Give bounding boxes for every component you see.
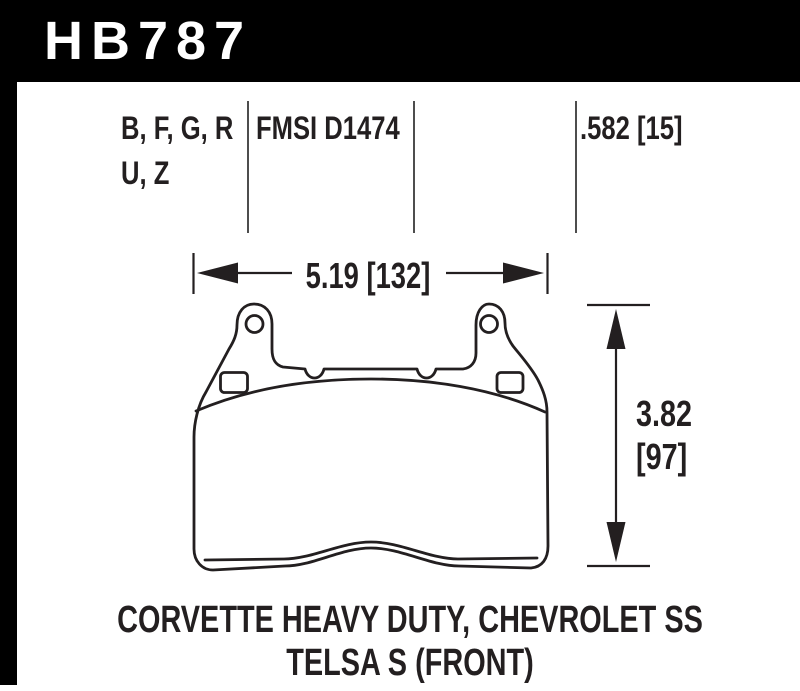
pad-height-inches: 3.82 xyxy=(636,393,693,434)
pad-thickness-value: .582 [15] xyxy=(580,110,683,146)
width-dim-left-arrowhead xyxy=(197,263,238,284)
right-abutment-slot xyxy=(497,373,523,393)
width-dim-right-arrowhead xyxy=(503,263,544,284)
application-line1: CORVETTE HEAVY DUTY, CHEVROLET SS xyxy=(117,599,703,641)
fmsi-number: FMSI D1474 xyxy=(256,110,400,146)
pad-height-millimeters: [97] xyxy=(636,436,688,477)
backing-plate-outline xyxy=(194,304,548,570)
height-dim-top-arrowhead xyxy=(607,309,626,349)
pad-width-dimension-label: 5.19 [132] xyxy=(305,255,431,296)
right-ear-hole xyxy=(481,316,498,333)
compound-codes-line1: B, F, G, R xyxy=(121,110,234,146)
bottom-inner-edge-line xyxy=(205,542,537,560)
application-line2: TELSA S (FRONT) xyxy=(286,642,534,684)
height-dim-bottom-arrowhead xyxy=(607,522,626,562)
part-number-title: HB787 xyxy=(44,11,253,71)
left-abutment-slot xyxy=(221,373,248,393)
left-ear-hole xyxy=(246,316,263,333)
compound-codes-line2: U, Z xyxy=(121,155,170,191)
